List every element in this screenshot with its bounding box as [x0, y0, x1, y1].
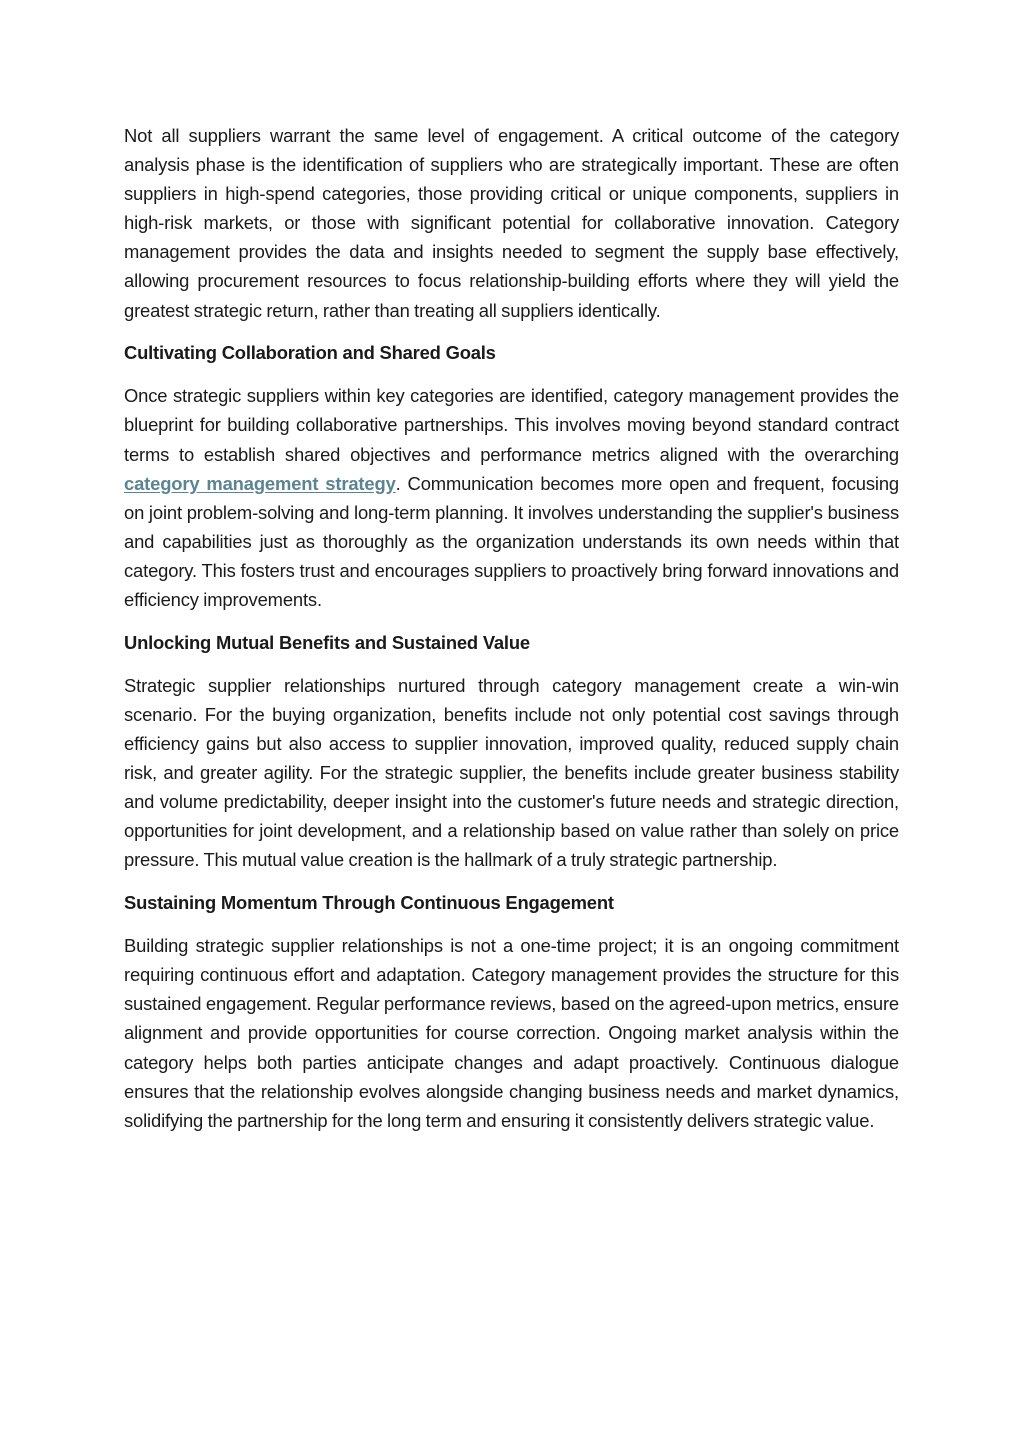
section-heading-collaboration: Cultivating Collaboration and Shared Goals	[124, 342, 496, 364]
section-heading-mutual-benefits: Unlocking Mutual Benefits and Sustained Value	[124, 631, 530, 653]
section-paragraph-collaboration	[124, 381, 899, 614]
section-paragraph-continuous-engagement: Building strategic supplier relationships is not a one-time project; it is an ongoing commitment requiring continuous effort and adaptation. Category management provides the structure for this sustained engagement. Regular performance reviews, based on the agreed-upon metrics, ensure alignment and provide opportunities for course correction. Ongoing market analysis within the category helps both parties anticipate changes and adapt proactively. Continuous dialogue ensures that the relationship evolves alongside changing business needs and market dynamics, solidifying the partnership for the long term and ensuring it consistently delivers strategic value.	[124, 935, 899, 1131]
document-page	[124, 121, 899, 1135]
category-management-strategy-link[interactable]: category management strategy	[124, 472, 396, 494]
paragraph-text-before-link: Once strategic suppliers within key categories are identified, category management provides the blueprint for building collaborative partnerships. This involves moving beyond standard contract terms to establish shared objectives and performance metrics aligned with the overarching	[124, 385, 899, 465]
section-paragraph-mutual-benefits: Strategic supplier relationships nurtured through category management create a win-win scenario. For the buying organization, benefits include not only potential cost savings through efficiency gains but also access to supplier innovation, improved quality, reduced supply chain risk, and greater agility. For the strategic supplier, the benefits include greater business stability and volume predictability, deeper insight into the customer's future needs and strategic direction, opportunities for joint development, and a relationship based on value rather than solely on price pressure. This mutual value creation is the hallmark of a truly strategic partnership.	[124, 674, 899, 871]
intro-paragraph: Not all suppliers warrant the same level of engagement. A critical outcome of the category analysis phase is the identification of suppliers who are strategically important. These are often suppliers in high-spend categories, those providing critical or unique components, suppliers in high-risk markets, or those with significant potential for collaborative innovation. Category management provides the data and insights needed to segment the supply base effectively, allowing procurement resources to focus relationship-building efforts where they will yield the greatest strategic return, rather than treating all suppliers identically.	[124, 125, 899, 321]
paragraph-text-after-link: . Communication becomes more open and frequent, focusing on joint problem-solving and long-term planning. It involves understanding the supplier's business and capabilities just as thoroughly as the organization understands its own needs within that category. This fosters trust and encourages suppliers to proactively bring forward innovations and efficiency improvements.	[124, 472, 899, 610]
section-heading-continuous-engagement: Sustaining Momentum Through Continuous Engagement	[124, 892, 614, 914]
